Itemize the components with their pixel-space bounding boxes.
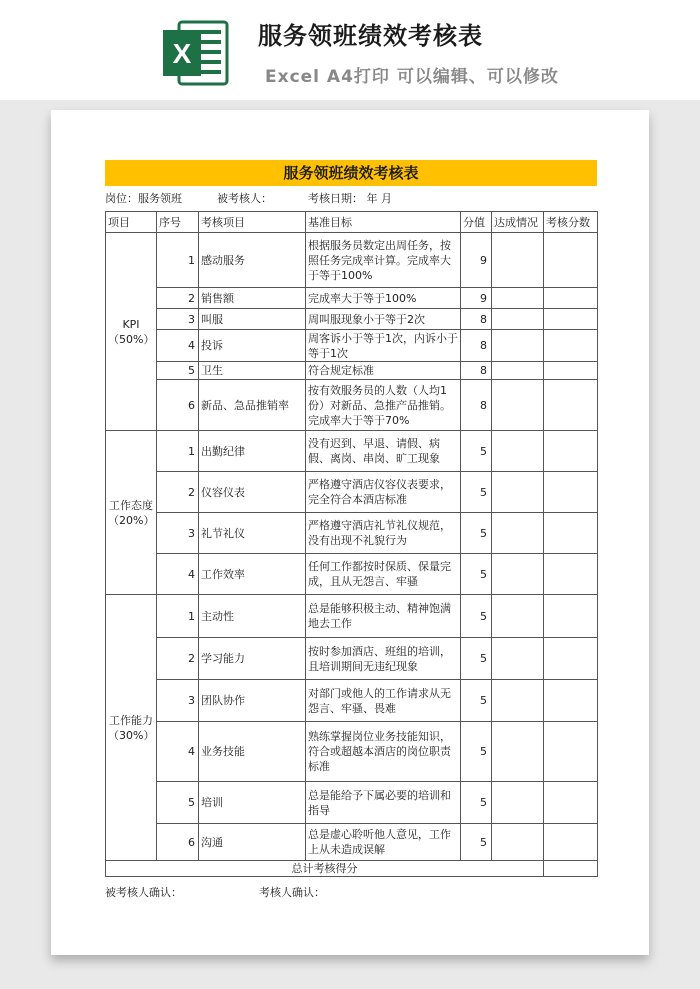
achievement-cell[interactable] [492, 638, 544, 680]
column-header: 考核分数 [544, 212, 598, 233]
assessment-score-cell[interactable] [544, 722, 598, 782]
table-row [106, 330, 598, 362]
achievement-cell[interactable] [492, 362, 544, 380]
target-text: 符合规定标准 [306, 362, 461, 380]
assessment-score-cell[interactable] [544, 431, 598, 472]
table-row [106, 233, 598, 288]
date-field: 考核日期： 年 月 [308, 192, 392, 205]
row-number: 1 [157, 431, 199, 472]
row-number: 6 [157, 824, 199, 861]
achievement-cell[interactable] [492, 722, 544, 782]
column-header: 考核项目 [199, 212, 306, 233]
item-name: 沟通 [199, 824, 306, 861]
row-number: 3 [157, 513, 199, 554]
achievement-cell[interactable] [492, 554, 544, 595]
item-name: 投诉 [199, 330, 306, 362]
total-score-cell[interactable] [544, 861, 598, 877]
item-name: 主动性 [199, 595, 306, 638]
table-row [106, 431, 598, 472]
assessment-score-cell[interactable] [544, 233, 598, 288]
page-subtitle: Excel A4打印 可以编辑、可以修改 [265, 67, 559, 87]
table-row [106, 680, 598, 722]
assessment-score-cell[interactable] [544, 330, 598, 362]
assessee-confirm: 被考核人确认： [105, 886, 182, 899]
table-row [106, 472, 598, 513]
score-value: 5 [461, 595, 492, 638]
achievement-cell[interactable] [492, 233, 544, 288]
column-header: 序号 [157, 212, 199, 233]
target-text: 完成率大于等于100% [306, 288, 461, 309]
row-number: 1 [157, 595, 199, 638]
item-name: 出勤纪律 [199, 431, 306, 472]
target-text: 总是能给予下属必要的培训和指导 [306, 782, 461, 824]
target-text: 按时参加酒店、班组的培训，且培训期间无违纪现象 [306, 638, 461, 680]
target-text: 没有迟到、早退、请假、病假、离岗、串岗、旷工现象 [306, 431, 461, 472]
table-row [106, 513, 598, 554]
table-row [106, 824, 598, 861]
assessment-score-cell[interactable] [544, 824, 598, 861]
item-name: 业务技能 [199, 722, 306, 782]
post-field: 岗位：服务领班 [105, 192, 182, 205]
table-row [106, 554, 598, 595]
achievement-cell[interactable] [492, 309, 544, 330]
target-text: 严格遵守酒店仪容仪表要求，完全符合本酒店标准 [306, 472, 461, 513]
row-number: 2 [157, 288, 199, 309]
excel-icon [161, 18, 229, 88]
assessor-confirm: 考核人确认： [259, 886, 325, 899]
table-row [106, 782, 598, 824]
assessment-score-cell[interactable] [544, 595, 598, 638]
row-number: 5 [157, 782, 199, 824]
assessment-score-cell[interactable] [544, 782, 598, 824]
column-header: 达成情况 [492, 212, 544, 233]
score-value: 5 [461, 824, 492, 861]
item-name: 学习能力 [199, 638, 306, 680]
target-text: 任何工作都按时保质、保量完成，且从无怨言、牢骚 [306, 554, 461, 595]
assessee-field: 被考核人： [217, 192, 272, 205]
category-work-attitude: 工作态度（20%） [106, 431, 157, 595]
target-text: 熟练掌握岗位业务技能知识，符合或超越本酒店的岗位职责标准 [306, 722, 461, 782]
assessment-score-cell[interactable] [544, 288, 598, 309]
score-value: 9 [461, 233, 492, 288]
assessment-score-cell[interactable] [544, 362, 598, 380]
row-number: 4 [157, 722, 199, 782]
achievement-cell[interactable] [492, 330, 544, 362]
header [0, 0, 700, 100]
assessment-score-cell[interactable] [544, 309, 598, 330]
total-label: 总计考核得分 [106, 861, 544, 877]
row-number: 2 [157, 472, 199, 513]
score-value: 5 [461, 680, 492, 722]
table-row [106, 309, 598, 330]
score-value: 8 [461, 362, 492, 380]
table-row [106, 722, 598, 782]
achievement-cell[interactable] [492, 513, 544, 554]
score-value: 5 [461, 472, 492, 513]
achievement-cell[interactable] [492, 431, 544, 472]
table-row [106, 638, 598, 680]
column-header: 基准目标 [306, 212, 461, 233]
score-value: 8 [461, 380, 492, 431]
target-text: 对部门或他人的工作请求从无怨言、牢骚、畏难 [306, 680, 461, 722]
row-number: 3 [157, 309, 199, 330]
item-name: 培训 [199, 782, 306, 824]
excel-icon-letter: X [172, 38, 192, 69]
table-row [106, 362, 598, 380]
achievement-cell[interactable] [492, 680, 544, 722]
column-header: 项目 [106, 212, 157, 233]
document-page [51, 110, 649, 955]
total-row [106, 861, 598, 877]
score-value: 8 [461, 309, 492, 330]
score-value: 8 [461, 330, 492, 362]
row-number: 1 [157, 233, 199, 288]
category-work-ability: 工作能力（30%） [106, 595, 157, 861]
item-name: 叫服 [199, 309, 306, 330]
assessment-score-cell[interactable] [544, 554, 598, 595]
item-name: 销售额 [199, 288, 306, 309]
target-text: 总是能够积极主动、精神饱满地去工作 [306, 595, 461, 638]
score-value: 5 [461, 554, 492, 595]
assessment-table [105, 211, 598, 877]
row-number: 6 [157, 380, 199, 431]
page-title: 服务领班绩效考核表 [258, 22, 483, 50]
table-header-row [106, 212, 598, 233]
target-text: 严格遵守酒店礼节礼仪规范，没有出现不礼貌行为 [306, 513, 461, 554]
column-header: 分值 [461, 212, 492, 233]
achievement-cell[interactable] [492, 288, 544, 309]
row-number: 2 [157, 638, 199, 680]
achievement-cell[interactable] [492, 824, 544, 861]
target-text: 总是虚心聆听他人意见，工作上从未造成误解 [306, 824, 461, 861]
item-name: 卫生 [199, 362, 306, 380]
item-name: 仪容仪表 [199, 472, 306, 513]
row-number: 4 [157, 330, 199, 362]
achievement-cell[interactable] [492, 472, 544, 513]
item-name: 团队协作 [199, 680, 306, 722]
target-text: 周客诉小于等于1次，内诉小于等于1次 [306, 330, 461, 362]
achievement-cell[interactable] [492, 380, 544, 431]
score-value: 5 [461, 513, 492, 554]
row-number: 4 [157, 554, 199, 595]
score-value: 5 [461, 638, 492, 680]
target-text: 按有效服务员的人数（人均1份）对新品、急推产品推销。完成率大于等于70% [306, 380, 461, 431]
item-name: 工作效率 [199, 554, 306, 595]
assessment-score-cell[interactable] [544, 513, 598, 554]
score-value: 5 [461, 431, 492, 472]
target-text: 根据服务员数定出周任务，按照任务完成率计算。完成率大于等于100% [306, 233, 461, 288]
assessment-score-cell[interactable] [544, 380, 598, 431]
table-row [106, 380, 598, 431]
score-value: 5 [461, 782, 492, 824]
sheet-title: 服务领班绩效考核表 [105, 160, 597, 186]
achievement-cell[interactable] [492, 782, 544, 824]
assessment-score-cell[interactable] [544, 472, 598, 513]
item-name: 新品、急品推销率 [199, 380, 306, 431]
assessment-score-cell[interactable] [544, 680, 598, 722]
achievement-cell[interactable] [492, 595, 544, 638]
table-row [106, 595, 598, 638]
score-value: 5 [461, 722, 492, 782]
item-name: 感动服务 [199, 233, 306, 288]
assessment-score-cell[interactable] [544, 638, 598, 680]
category-kpi: KPI（50%） [106, 233, 157, 431]
row-number: 3 [157, 680, 199, 722]
table-row [106, 288, 598, 309]
target-text: 周叫服现象小于等于2次 [306, 309, 461, 330]
item-name: 礼节礼仪 [199, 513, 306, 554]
score-value: 9 [461, 288, 492, 309]
row-number: 5 [157, 362, 199, 380]
